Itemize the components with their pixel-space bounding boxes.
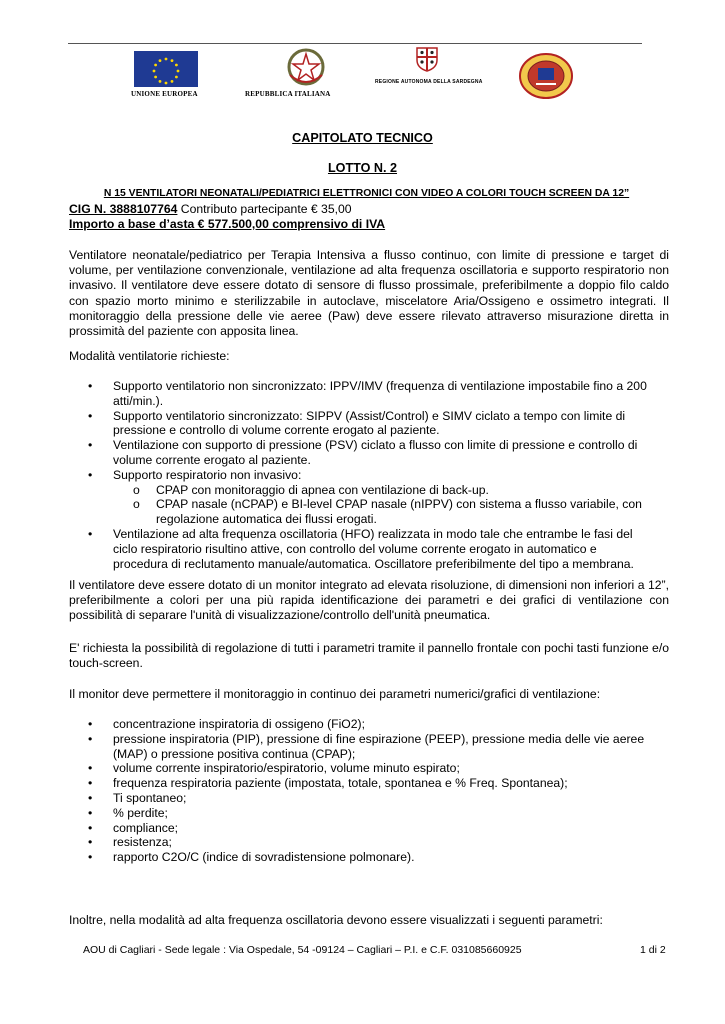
eu-flag-logo bbox=[134, 51, 198, 87]
bullet-icon: • bbox=[88, 467, 93, 482]
footer-page-number: 1 di 2 bbox=[640, 944, 666, 956]
cig-line bbox=[69, 202, 352, 217]
list-item: • pressione inspiratoria (PIP), pressione di fine espirazione (PEEP), pressione media delle vie aeree (MAP) o pressione positiva continua (CPAP); bbox=[88, 731, 645, 761]
bullet-icon: • bbox=[88, 761, 93, 776]
list-item: • rapporto C2O/C (indice di sovradistensione polmonare). bbox=[88, 850, 415, 865]
sardegna-caption: REGIONE AUTONOMA DELLA SARDEGNA bbox=[375, 79, 483, 85]
circle-bullet-icon: o bbox=[133, 482, 140, 497]
aou-cagliari-seal bbox=[518, 52, 574, 100]
bullet-icon: • bbox=[88, 731, 93, 746]
bullet-icon: • bbox=[88, 526, 93, 541]
bullet-icon: • bbox=[88, 438, 93, 453]
cig-label: CIG N. 3888107764 bbox=[69, 202, 178, 216]
list-item: • Ti spontaneo; bbox=[88, 790, 187, 805]
list-item: • resistenza; bbox=[88, 835, 172, 850]
hfo-paragraph: Inoltre, nella modalità ad alta frequenza oscillatoria devono essere visualizzati i seguenti parametri: bbox=[69, 913, 603, 927]
list-item: • frequenza respiratoria paziente (impostata, totale, spontanea e % Freq. Spontanea); bbox=[88, 776, 568, 791]
monitor-list bbox=[0, 717, 648, 865]
list-item: • Supporto respiratorio non invasivo: o CPAP con monitoraggio di apnea con ventilazione di back-up. o CPAP nasale (nCPAP) e BI-level CPAP nasale (nIPPV) con sistema a flusso variabile, con regolazione automatica dei flussi erogati. bbox=[0, 468, 648, 527]
sardegna-logo bbox=[415, 46, 439, 72]
bullet-icon: • bbox=[88, 805, 93, 820]
list-item: • % perdite; bbox=[88, 805, 168, 820]
sub-list-item: o CPAP con monitoraggio di apnea con ventilazione di back-up. bbox=[133, 482, 489, 497]
bullet-icon: • bbox=[88, 835, 93, 850]
eu-caption: UNIONE EUROPEA bbox=[131, 90, 198, 98]
bullet-icon: • bbox=[88, 408, 93, 423]
intro-paragraph: Ventilatore neonatale/pediatrico per Terapia Intensiva a flusso continuo, con limite di pressione e target di volume, per ventilazione convenzionale, ventilazione ad alta frequenza oscillatoria e supporto respiratorio non invasivo. Il ventilatore deve essere dotato di sensore di flusso prossimale, preferibilmente a doppio filo caldo con spazio morto minimo e sterilizzabile in autoclave, miscelatore Aria/Ossigeno e ossimetro integrati. Il monitoraggio della pressione delle vie aeree (Paw) deve essere rilevato attraverso misurazione diretta in prossimità del paziente con apposita linea. bbox=[69, 248, 669, 339]
bullet-icon: • bbox=[88, 717, 93, 731]
modalita-heading: Modalità ventilatorie richieste: bbox=[69, 349, 230, 363]
bullet-icon: • bbox=[88, 820, 93, 835]
page-title: CAPITOLATO TECNICO bbox=[292, 131, 433, 145]
cig-contribution: Contributo partecipante € 35,00 bbox=[177, 202, 352, 216]
footer-text: AOU di Cagliari - Sede legale : Via Ospedale, 54 -09124 – Cagliari – P.I. e C.F. 031085660925 bbox=[83, 944, 522, 956]
monitor-paragraph: Il ventilatore deve essere dotato di un monitor integrato ad elevata risoluzione, di dimensioni non inferiori a 12”, preferibilmente a colori per una più rapida identificazione dei parametri e dei grafici di ventilazione con possibilità di separare l'unità di visualizzazione/controllo dell'unità pneumatica. bbox=[69, 578, 669, 623]
list-item: • concentrazione inspiratoria di ossigeno (FiO2); bbox=[88, 717, 365, 731]
list-item: • volume corrente inspiratorio/espiratorio, volume minuto espirato; bbox=[88, 761, 460, 776]
circle-bullet-icon: o bbox=[133, 497, 140, 512]
modalita-list bbox=[0, 379, 648, 571]
sub-list-item: o CPAP nasale (nCPAP) e BI-level CPAP nasale (nIPPV) con sistema a flusso variabile, con regolazione automatica dei flussi erogati. bbox=[133, 497, 642, 527]
sub-list bbox=[113, 483, 648, 527]
regolazione-paragraph: E' richiesta la possibilità di regolazione di tutti i parametri tramite il pannello frontale con pochi tasti funzione e/o touch-screen. bbox=[69, 641, 669, 671]
importo-line: Importo a base d’asta € 577.500,00 comprensivo di IVA bbox=[69, 217, 386, 231]
list-item: • compliance; bbox=[88, 820, 179, 835]
bullet-icon: • bbox=[88, 790, 93, 805]
bullet-icon: • bbox=[88, 379, 93, 393]
it-caption: REPUBBLICA ITALIANA bbox=[245, 90, 331, 98]
list-item: • Supporto ventilatorio non sincronizzato: IPPV/IMV (frequenza di ventilazione impostabile fino a 200 atti/min.). bbox=[88, 379, 647, 408]
bullet-icon: • bbox=[88, 776, 93, 791]
list-item: • Ventilazione con supporto di pressione (PSV) ciclato a flusso con limite di pressione e controllo di volume corrente erogato al paziente. bbox=[88, 438, 638, 467]
italian-emblem-logo bbox=[284, 45, 328, 89]
list-item: • Supporto ventilatorio sincronizzato: SIPPV (Assist/Control) e SIMV ciclato a tempo con limite di pressione e controllo di volume corrente erogato al paziente. bbox=[88, 408, 626, 438]
monitor-heading: Il monitor deve permettere il monitoraggio in continuo dei parametri numerici/grafici di ventilazione: bbox=[69, 687, 601, 701]
subject-heading: N 15 VENTILATORI NEONATALI/PEDIATRICI ELETTRONICI CON VIDEO A COLORI TOUCH SCREEN DA 12” bbox=[103, 188, 630, 199]
lotto-heading: LOTTO N. 2 bbox=[327, 161, 398, 175]
bullet-icon: • bbox=[88, 850, 93, 865]
list-item: • Ventilazione ad alta frequenza oscillatoria (HFO) realizzata in modo tale che entrambe le fasi del ciclo respiratorio risultino attive, con controllo del volume corrente erogato in automatico e procedura di reclutamento manuale/automatica. Oscillatore preferibilmente del tipo a membrana. bbox=[88, 526, 634, 571]
header-rule bbox=[68, 43, 642, 44]
